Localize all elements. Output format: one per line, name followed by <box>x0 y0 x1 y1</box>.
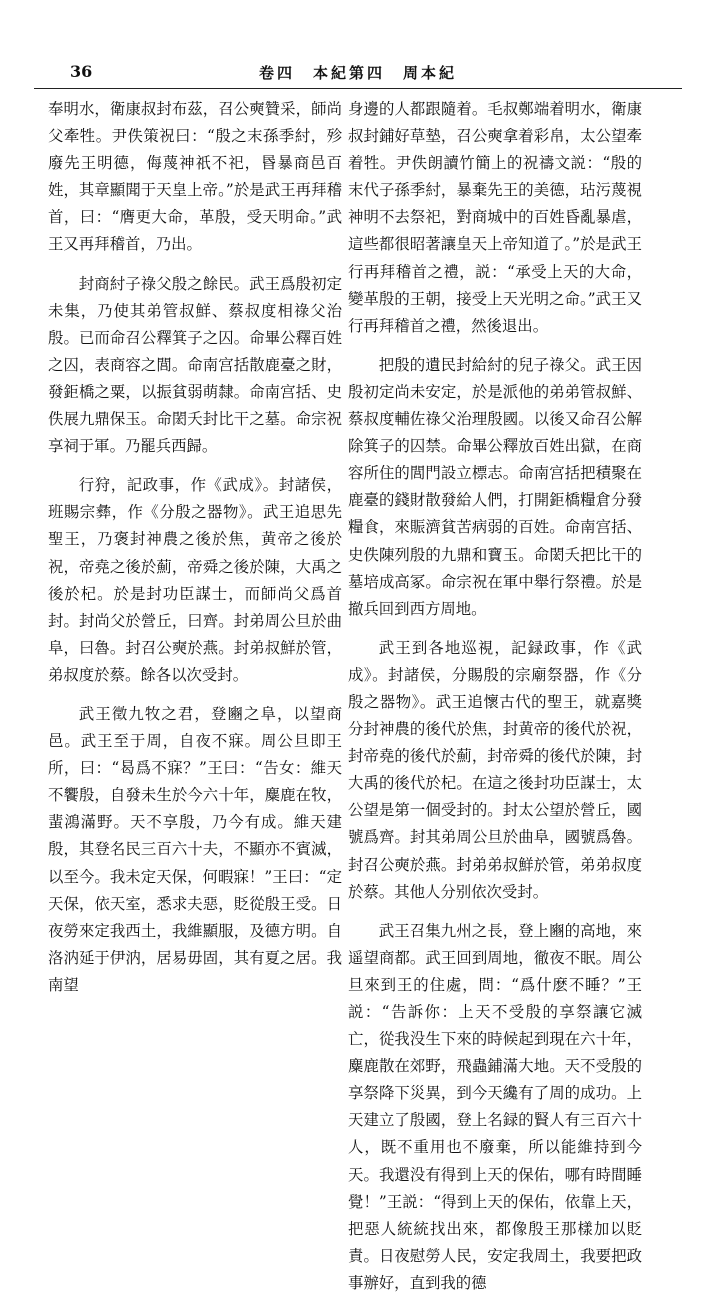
paragraph: 武王召集九州之長，登上豳的高地，來遥望商都。武王回到周地，徹夜不眠。周公旦來到王的住處，問：“爲什麽不睡？”王説：“告訴你：上天不受殷的享祭讓它滅亡，從我没生下來的時候起到現在六十年，麋鹿散在郊野，飛蟲鋪滿大地。天不受殷的享祭降下災異，到今天纔有了周的成功。上天建立了殷國，登上名録的賢人有三百六十人，既不重用也不廢棄，所以能維持到今天。我還没有得到上天的保佑，哪有時間睡覺！”王説：“得到上天的保佑，依靠上天，把惡人統統找出來，都像殷王那樣加以貶責。日夜慰勞人民，安定我周土，我要把政事辦好，直到我的德 <box>348 921 642 1292</box>
paragraph: 身邊的人都跟隨着。毛叔鄭端着明水，衛康叔封鋪好草墊，召公奭拿着彩帛，太公望牽着牲。尹佚朗讀竹簡上的祝禱文説：“殷的末代子孫季紂，暴棄先王的美德，玷污蔑視神明不去祭祀，對商城中的百姓昏亂暴虐，這些都很昭著讓皇天上帝知道了。”於是武王行再拜稽首之禮，説：“承受上天的大命，變革殷的王朝，接受上天光明之命。”武王又行再拜稽首之禮，然後退出。 <box>348 100 642 335</box>
paragraph: 行狩，記政事，作《武成》。封諸侯，班賜宗彝，作《分殷之器物》。武王追思先聖王，乃褒封神農之後於焦，黄帝之後於祝，帝堯之後於薊，帝舜之後於陳，大禹之後於杞。於是封功臣謀士，而師尚父爲首封。封尚父於營丘，曰齊。封弟周公旦於曲阜，曰魯。封召公奭於燕。封弟叔鮮於管，弟叔度於蔡。餘各以次受封。 <box>48 476 342 684</box>
header-rule <box>34 88 682 89</box>
paragraph: 武王徵九牧之君，登豳之阜，以望商邑。武王至于周，自夜不寐。周公旦即王所，曰：“曷爲不寐？”王曰：“告女：維天不饗殷，自發未生於今六十年，麋鹿在牧，蜚鴻滿野。天不享殷，乃今有成。維天建殷，其登名民三百六十夫，不顯亦不賓滅，以至今。我未定天保，何暇寐！”王曰：“定天保，依天室，悉求夫惡，貶從殷王受。日夜勞來定我西土，我維顯服，及德方明。自洛汭延于伊汭，居易毋固，其有夏之居。我南望 <box>48 704 342 994</box>
running-head: 卷四 本紀第四 周本紀 <box>258 64 457 82</box>
page-number: 36 <box>70 62 93 81</box>
paragraph: 奉明水，衛康叔封布茲，召公奭贊采，師尚父牽牲。尹佚策祝曰：“殷之末孫季紂，殄廢先王明德，侮蔑神祇不祀，昬暴商邑百姓，其章顯聞于天皇上帝。”於是武王再拜稽首，曰：“膺更大命，革殷，受天明命。”武王又再拜稽首，乃出。 <box>48 100 342 254</box>
left-column-classical-text <box>48 96 342 1011</box>
paragraph: 把殷的遺民封給紂的兒子祿父。武王因殷初定尚未安定，於是派他的弟弟管叔鮮、蔡叔度輔佐祿父治理殷國。以後又命召公解除箕子的囚禁。命畢公釋放百姓出獄，在商容所住的閭門設立標志。命南宫括把積聚在鹿臺的錢財散發給人們，打開鉅橋糧倉分發糧食，來賑濟貧苦病弱的百姓。命南宫括、史佚陳列殷的九鼎和寶玉。命閎夭把比干的墓培成高冢。命宗祝在軍中舉行祭禮。於是撤兵回到西方周地。 <box>348 355 642 618</box>
right-column-translation <box>348 96 642 1309</box>
page-header <box>34 62 682 90</box>
paragraph: 武王到各地巡視，記録政事，作《武成》。封諸侯，分賜殷的宗廟祭器，作《分殷之器物》。武王追懷古代的聖王，就嘉獎分封神農的後代於焦，封黄帝的後代於祝，封帝堯的後代於薊，封帝舜的後代於陳，封大禹的後代於杞。在這之後封功臣謀士，太公望是第一個受封的。封太公望於營丘，國號爲齊。封其弟周公旦於曲阜，國號爲魯。封召公奭於燕。封弟弟叔鮮於管，弟弟叔度於蔡。其他人分别依次受封。 <box>348 638 642 901</box>
paragraph: 封商紂子祿父殷之餘民。武王爲殷初定未集，乃使其弟管叔鮮、蔡叔度相祿父治殷。已而命召公釋箕子之囚。命畢公釋百姓之囚，表商容之閭。命南宫括散鹿臺之財，發鉅橋之粟，以振貧弱萌隸。命南宫括、史佚展九鼎保玉。命閎夭封比干之墓。命宗祝享祠于軍。乃罷兵西歸。 <box>48 274 342 456</box>
